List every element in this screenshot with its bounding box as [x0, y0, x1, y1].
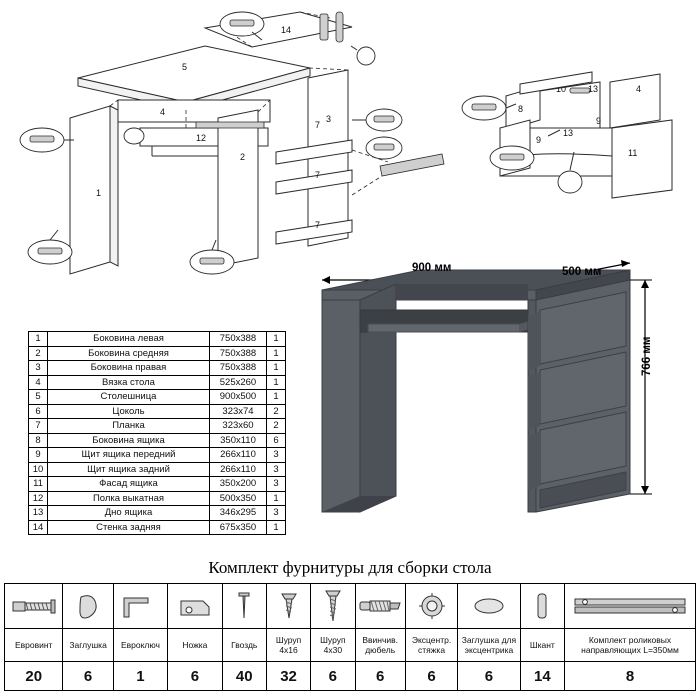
part-size: 750х388: [210, 361, 267, 376]
part-qty: 1: [267, 520, 286, 535]
nail-icon: [222, 584, 266, 629]
slide-rails-icon: [564, 584, 695, 629]
kit-item-name: Ввинчив. дюбель: [355, 629, 405, 662]
table-row: [29, 419, 286, 434]
part-qty: 3: [267, 506, 286, 521]
svg-text:11: 11: [628, 148, 638, 158]
part-name: Боковина ящика: [48, 433, 210, 448]
part-size: 350х110: [210, 433, 267, 448]
part-name: Фасад ящика: [48, 477, 210, 492]
kit-item-name: Шкант: [520, 629, 564, 662]
part-number: 7: [29, 419, 48, 434]
part-size: 346х295: [210, 506, 267, 521]
part-size: 900х500: [210, 390, 267, 405]
part-size: 266х110: [210, 448, 267, 463]
kit-item-count: 6: [168, 662, 222, 691]
kit-item-count: 40: [222, 662, 266, 691]
part-name: Столешница: [48, 390, 210, 405]
part-number: 8: [29, 433, 48, 448]
part-name: Дно ящика: [48, 506, 210, 521]
part-name: Полка выкатная: [48, 491, 210, 506]
svg-text:7: 7: [315, 120, 321, 130]
desk-width-dimension: 900 мм: [412, 262, 452, 274]
kit-item-count: 8: [564, 662, 695, 691]
part-number: 13: [29, 506, 48, 521]
svg-text:2: 2: [240, 152, 246, 162]
part-name: Щит ящика передний: [48, 448, 210, 463]
desk-render: [300, 258, 690, 558]
part-number: 1: [29, 332, 48, 347]
kit-item-name: Заглушка: [63, 629, 113, 662]
part-number: 2: [29, 346, 48, 361]
part-size: 675х350: [210, 520, 267, 535]
part-qty: 1: [267, 375, 286, 390]
table-row: [29, 462, 286, 477]
table-row: [29, 448, 286, 463]
kit-item-name: Гвоздь: [222, 629, 266, 662]
part-number: 9: [29, 448, 48, 463]
part-number: 6: [29, 404, 48, 419]
table-row: [29, 361, 286, 376]
eccentric-cap-icon: [458, 584, 520, 629]
svg-text:14: 14: [281, 25, 292, 35]
kit-item-name: Заглушка для эксцентрика: [458, 629, 520, 662]
part-qty: 1: [267, 332, 286, 347]
hardware-kit-table: [4, 583, 696, 691]
eccentric-icon: [405, 584, 457, 629]
part-size: 500х350: [210, 491, 267, 506]
part-number: 10: [29, 462, 48, 477]
svg-text:8: 8: [518, 104, 524, 114]
part-qty: 1: [267, 491, 286, 506]
svg-text:9: 9: [536, 135, 542, 145]
kit-item-name: Шуруп 4х16: [266, 629, 310, 662]
table-row: [29, 346, 286, 361]
part-name: Вязка стола: [48, 375, 210, 390]
table-row: [29, 477, 286, 492]
table-row: [29, 390, 286, 405]
part-name: Цоколь: [48, 404, 210, 419]
svg-text:12: 12: [196, 133, 207, 143]
part-number: 12: [29, 491, 48, 506]
part-size: 750х388: [210, 346, 267, 361]
part-number: 14: [29, 520, 48, 535]
kit-item-count: 1: [113, 662, 167, 691]
svg-text:9: 9: [596, 116, 602, 126]
desk-height-dimension: 766 мм: [641, 336, 653, 376]
euro-key-icon: [113, 584, 167, 629]
part-name: Щит ящика задний: [48, 462, 210, 477]
part-name: Боковина левая: [48, 332, 210, 347]
dowel-icon: [520, 584, 564, 629]
screw-4x30-icon: [311, 584, 355, 629]
part-number: 4: [29, 375, 48, 390]
table-row: [29, 433, 286, 448]
part-size: 750х388: [210, 332, 267, 347]
svg-text:7: 7: [315, 220, 321, 230]
euro-screw-icon: [5, 584, 63, 629]
kit-item-count: 6: [63, 662, 113, 691]
desk-depth-dimension: 500 мм: [562, 266, 602, 278]
cap-plug-icon: [63, 584, 113, 629]
part-qty: 1: [267, 346, 286, 361]
table-row: [29, 506, 286, 521]
part-qty: 2: [267, 419, 286, 434]
table-row: [29, 404, 286, 419]
table-row: [29, 332, 286, 347]
part-qty: 2: [267, 404, 286, 419]
part-qty: 6: [267, 433, 286, 448]
part-name: Планка: [48, 419, 210, 434]
part-qty: 3: [267, 448, 286, 463]
part-qty: 1: [267, 390, 286, 405]
kit-item-name: Комплект роликовых направляющих L=350мм: [564, 629, 695, 662]
kit-item-count: 6: [405, 662, 457, 691]
exploded-assembly-diagram: [0, 0, 700, 280]
kit-item-name: Ножка: [168, 629, 222, 662]
part-number: 3: [29, 361, 48, 376]
kit-item-name: Эксцентр. стяжка: [405, 629, 457, 662]
parts-list-body: [29, 332, 286, 535]
part-size: 323х74: [210, 404, 267, 419]
part-size: 350х200: [210, 477, 267, 492]
kit-item-count: 32: [266, 662, 310, 691]
svg-text:5: 5: [182, 62, 188, 72]
table-row: [29, 520, 286, 535]
kit-item-name: Евровинт: [5, 629, 63, 662]
foot-icon: [168, 584, 222, 629]
svg-text:7: 7: [315, 170, 321, 180]
kit-item-count: 20: [5, 662, 63, 691]
svg-text:13: 13: [588, 84, 599, 94]
table-row: [29, 375, 286, 390]
part-name: Боковина правая: [48, 361, 210, 376]
kit-item-count: 14: [520, 662, 564, 691]
part-qty: 3: [267, 462, 286, 477]
kit-item-name: Шуруп 4х30: [311, 629, 355, 662]
svg-text:1: 1: [96, 188, 102, 198]
part-qty: 1: [267, 361, 286, 376]
kit-item-count: 6: [458, 662, 520, 691]
part-name: Стенка задняя: [48, 520, 210, 535]
kit-item-count: 6: [355, 662, 405, 691]
svg-text:4: 4: [160, 107, 166, 117]
part-number: 5: [29, 390, 48, 405]
table-row: [29, 491, 286, 506]
dowel-screw-icon: [355, 584, 405, 629]
part-number: 11: [29, 477, 48, 492]
kit-item-name: Евроключ: [113, 629, 167, 662]
part-name: Боковина средняя: [48, 346, 210, 361]
hardware-kit-title: Комплект фурнитуры для сборки стола: [208, 558, 492, 577]
part-size: 525х260: [210, 375, 267, 390]
svg-text:10: 10: [556, 84, 567, 94]
screw-4x16-icon: [266, 584, 310, 629]
svg-text:3: 3: [326, 114, 332, 124]
part-size: 266х110: [210, 462, 267, 477]
svg-text:13: 13: [563, 128, 574, 138]
parts-list-table: [28, 331, 286, 535]
part-size: 323х60: [210, 419, 267, 434]
kit-item-count: 6: [311, 662, 355, 691]
part-qty: 3: [267, 477, 286, 492]
svg-text:4: 4: [636, 84, 642, 94]
